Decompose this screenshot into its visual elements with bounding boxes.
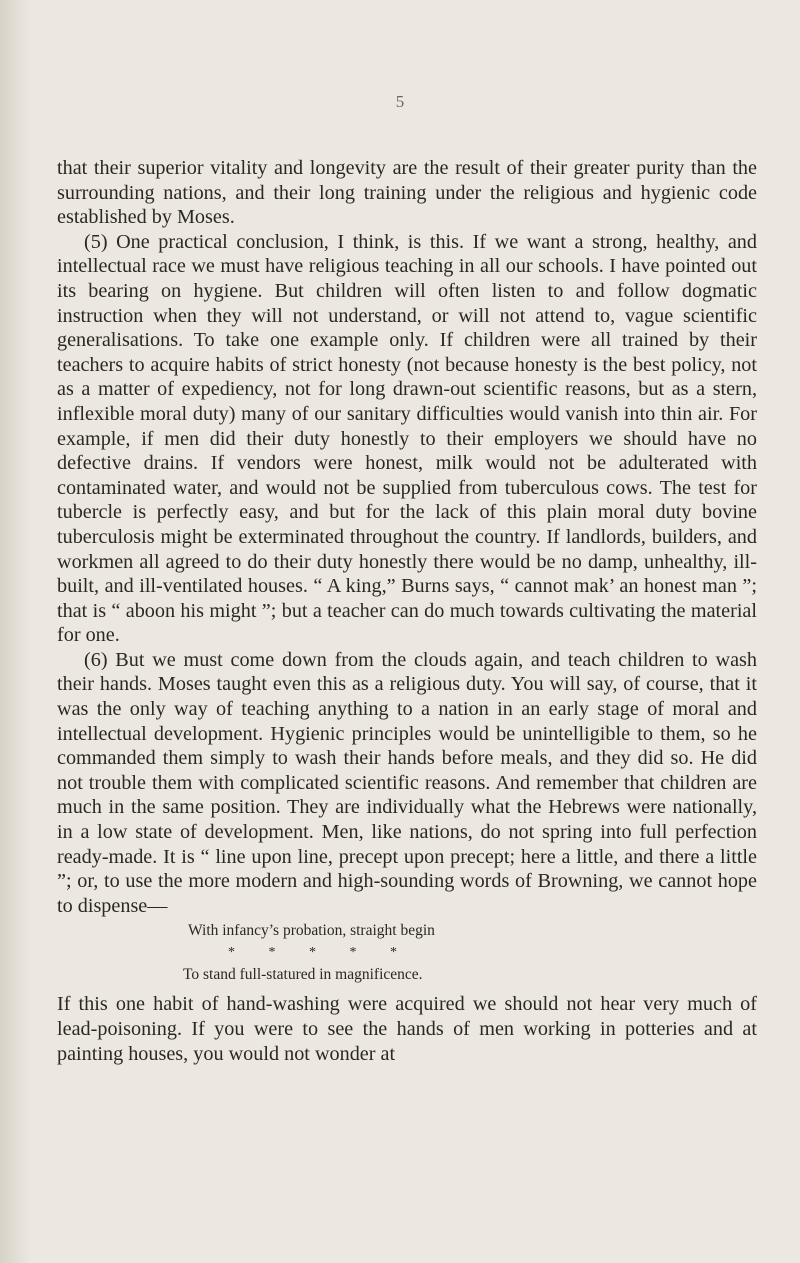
quote-ellipsis-stars: * * * * * bbox=[228, 945, 397, 961]
page-number: 5 bbox=[395, 92, 405, 111]
paragraph-continuation: that their superior vitality and longevity are the result of their greater purity than the surrounding nations, and their long training under the religious and hygienic code established by Moses. bbox=[57, 157, 757, 229]
body-text bbox=[57, 156, 757, 1066]
quote-line-2: To stand full-statured in magnificence. bbox=[183, 966, 423, 984]
paragraph-6: (6) But we must come down from the clouds again, and teach children to wash their hands. Moses taught even this as a religious duty. You will say, of course, that it was the only way of teaching anything to a nation in an early stage of moral and intellectual development. Hygienic principles would be unintelligible to them, so he commanded them simply to wash their hands before meals, and they did so. He did not trouble them with complicated scientific reasons. And remember that children are much in the same position. They are individually what the Hebrews were nationally, in a low state of development. Men, like nations, do not spring into full perfection ready-made. It is “ line upon line, precept upon precept; here a little, and there a little ”; or, to use the more modern and high-sounding words of Browning, we cannot hope to dispense— bbox=[57, 648, 757, 917]
closing-paragraph: If this one habit of hand-washing were acquired we should not hear very much of lead-poisoning. If you were to see the hands of men working in potteries and at painting houses, you would not wonder at bbox=[57, 993, 757, 1065]
page-edge-shadow bbox=[0, 0, 30, 1263]
browning-quote bbox=[57, 920, 757, 986]
quote-line-1: With infancy’s probation, straight begin bbox=[188, 922, 435, 940]
paragraph-5: (5) One practical conclusion, I think, is this. If we want a strong, healthy, and intellectual race we must have religious teaching in all our schools. I have pointed out its bearing on hygiene. But children will often listen to and follow dogmatic instruction when they will not understand, or will not attend to, vague scientific generalisations. To take one example only. If children were all trained by their teachers to acquire habits of strict honesty (not because honesty is the best policy, not as a matter of expediency, not for long drawn-out scientific reasons, but as a stern, inflexible moral duty) many of our sanitary difficulties would vanish into thin air. For example, if men did their duty honestly to their employers we should have no defective drains. If vendors were honest, milk would not be adulterated with contaminated water, and would not be supplied from tuberculous cows. The test for tubercle is perfectly easy, and but for the lack of this plain moral duty bovine tuberculosis might be exterminated throughout the country. If landlords, builders, and workmen all agreed to do their duty honestly there would be no damp, unhealthy, ill-built, and ill-ventilated houses. “ A king,” Burns says, “ cannot mak’ an honest man ”; that is “ aboon his might ”; but a teacher can do much towards cultivating the material for one. bbox=[57, 230, 757, 647]
